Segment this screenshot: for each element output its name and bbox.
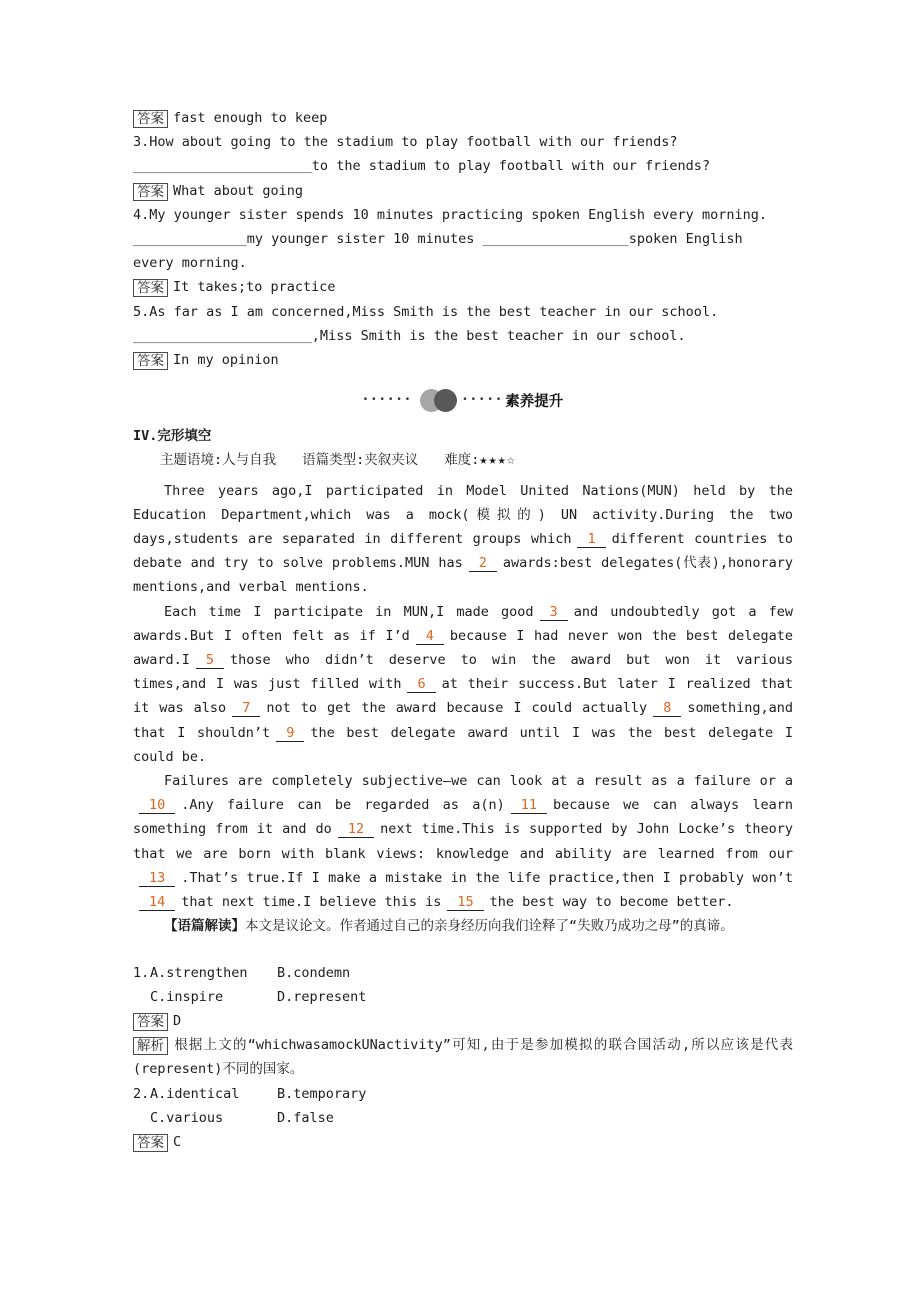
passage-interpretation (133, 914, 793, 938)
question-3-line-2: ______________________to the stadium to play football with our friends? (133, 158, 711, 175)
answer-text: It takes;to practice (173, 279, 336, 296)
answer-line (133, 1130, 793, 1154)
cloze-text: that next time.I believe this is (181, 894, 442, 911)
cloze-blank-5: 5 (196, 653, 224, 669)
cloze-text: because we can always learn something from it and do (133, 797, 793, 838)
question-1-options (133, 961, 793, 1009)
divider-dots-left: •••••• (362, 395, 414, 406)
cloze-blank-11: 11 (511, 798, 547, 814)
option-b: B.condemn (277, 964, 351, 981)
cloze-blank-3: 3 (540, 605, 568, 621)
cloze-text: .Any failure can be regarded as a(n) (181, 797, 505, 814)
cloze-blank-7: 7 (232, 701, 260, 717)
answer-text: In my opinion (173, 352, 279, 369)
option-b: B.temporary (277, 1085, 367, 1102)
cloze-text: those who didn’t deserve to win the award but won it various times,and I was just filled with (133, 652, 793, 693)
question-5-line-2: ______________________,Miss Smith is the best teacher in our school. (133, 327, 686, 344)
answer-line (133, 1009, 793, 1033)
cloze-text: Three years ago,I participated in Model United Nations(MUN) held by the Education Department,which was a mock(模拟的) UN activity.During the two days,students are separated in different groups which (133, 482, 793, 548)
cloze-section (133, 424, 793, 1154)
answer-box-label: 答案 (133, 183, 168, 201)
answer-box-label: 答案 (133, 1013, 168, 1031)
cloze-text: different countries to debate and try to solve problems.MUN has (133, 531, 793, 572)
divider-dots-right: ••••• (462, 395, 505, 406)
option-d: D.false (277, 1109, 334, 1126)
cloze-paragraph-3 (133, 769, 793, 914)
analysis-paragraph (133, 1033, 793, 1081)
answer-line (133, 179, 793, 203)
cloze-text: the best way to become better. (489, 894, 734, 911)
difficulty-stars: ★★★☆ (479, 452, 516, 469)
option-a: A.identical (150, 1085, 240, 1102)
option-d: D.represent (277, 988, 367, 1005)
answer-text: What about going (173, 182, 304, 199)
answer-line (133, 275, 793, 299)
meta-genre: 语篇类型:夹叙夹议 (302, 452, 419, 469)
answer-box-label: 答案 (133, 1134, 168, 1152)
question-2-block (133, 1082, 793, 1155)
option-a: A.strengthen (150, 964, 248, 981)
answer-line (133, 106, 793, 130)
answer-box-label: 答案 (133, 352, 168, 370)
answer-letter: C (173, 1133, 182, 1150)
interpretation-text: 本文是议论文。作者通过自己的亲身经历向我们诠释了“失败乃成功之母”的真谛。 (245, 918, 734, 935)
question-5-line-1: 5.As far as I am concerned,Miss Smith is the best teacher in our school. (133, 303, 719, 320)
cloze-text: at their success.But later I realized that it was also (133, 676, 793, 717)
cloze-blank-10: 10 (139, 798, 175, 814)
sentence-transformation-block (133, 106, 793, 372)
cloze-text: the best delegate award until I was the best delegate I could be. (133, 724, 794, 765)
question-number: 2. (133, 1085, 150, 1102)
cloze-text: awards:best delegates(代表),honorary mentions,and verbal mentions. (133, 555, 793, 596)
answer-box-label: 答案 (133, 110, 168, 128)
cloze-blank-14: 14 (139, 895, 175, 911)
cloze-text: something,and that I shouldn’t (133, 700, 793, 741)
meta-theme: 主题语境:人与自我 (160, 452, 277, 469)
cloze-paragraph-2 (133, 600, 793, 769)
cloze-text: next time.This is supported by John Locke’s theory that we are born with blank views: knowledge and ability are learned from our (133, 821, 793, 862)
cloze-text: not to get the award because I could actually (266, 700, 648, 717)
question-4-line-2: ______________my younger sister 10 minutes __________________spoken English (133, 231, 743, 248)
question-1-block (133, 961, 793, 1082)
question-3-line-1: 3.How about going to the stadium to play football with our friends? (133, 134, 678, 151)
cloze-text: Each time I participate in MUN,I made good (164, 603, 534, 620)
cloze-text: because I had never won the best delegate award.I (133, 627, 793, 669)
question-4-line-1: 4.My younger sister spends 10 minutes practicing spoken English every morning. (133, 206, 767, 223)
option-spacer (133, 985, 150, 1009)
cloze-blank-12: 12 (338, 822, 374, 838)
question-number: 1. (133, 964, 150, 981)
section-heading: IV.完形填空 (133, 428, 212, 445)
cloze-blank-9: 9 (276, 726, 304, 742)
cloze-paragraph-1 (133, 479, 793, 600)
cloze-text: .That’s true.If I make a mistake in the life practice,then I probably won’t (181, 869, 793, 886)
cloze-blank-4: 4 (416, 629, 444, 645)
cloze-blank-6: 6 (407, 677, 435, 693)
option-c: C.various (150, 1109, 224, 1126)
cloze-text: and undoubtedly got a few awards.But I often felt as if I’d (133, 603, 793, 644)
cloze-blank-1: 1 (577, 532, 605, 548)
answer-text: fast enough to keep (173, 110, 328, 126)
meta-difficulty-label: 难度: (444, 452, 480, 469)
question-2-options (133, 1082, 793, 1130)
interpretation-label: 【语篇解读】 (164, 918, 245, 935)
divider-label: 素养提升 (505, 393, 564, 410)
analysis-box-label: 解析 (133, 1037, 168, 1055)
section-divider (133, 385, 793, 415)
analysis-text: 根据上文的“whichwasamockUNactivity”可知,由于是参加模拟的联合国活动,所以应该是代表(represent)不同的国家。 (133, 1037, 793, 1078)
answer-box-label: 答案 (133, 279, 168, 297)
divider-circle-dark-icon (434, 389, 457, 412)
option-spacer (133, 1106, 150, 1130)
cloze-blank-8: 8 (653, 701, 681, 717)
cloze-text: Failures are completely subjective—we can look at a result as a failure or a (164, 773, 793, 790)
cloze-meta-line (133, 448, 793, 472)
answer-line (133, 348, 793, 372)
cloze-blank-13: 13 (139, 871, 175, 887)
question-4-line-3: every morning. (133, 255, 247, 272)
option-c: C.inspire (150, 988, 224, 1005)
cloze-blank-2: 2 (469, 556, 497, 572)
cloze-blank-15: 15 (447, 895, 483, 911)
answer-letter: D (173, 1012, 182, 1029)
